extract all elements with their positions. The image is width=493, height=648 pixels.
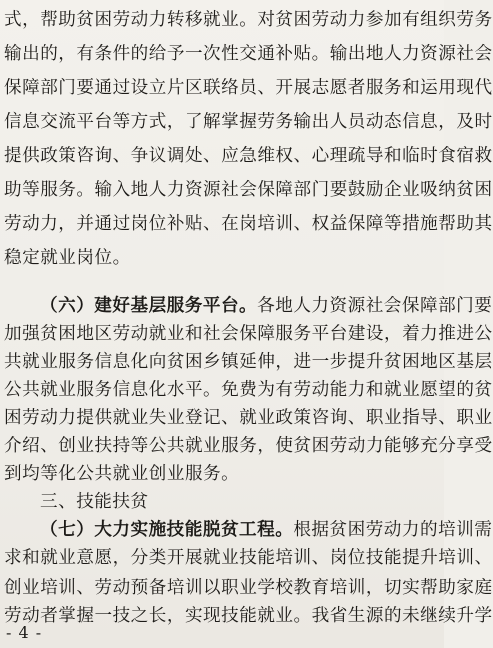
paragraph-line: 信息交流平台等方式，了解掌握劳务输出人员动态信息，及时 <box>4 112 493 132</box>
page-number: - 4 - <box>6 623 43 642</box>
section-6-heading: （六）建好基层服务平台。 <box>40 295 258 316</box>
paragraph-line: 到均等化公共就业创业服务。 <box>4 464 240 484</box>
paragraph-line: 求和就业意愿，分类开展就业技能培训、岗位技能提升培训、 <box>4 548 493 568</box>
paragraph-line: 式，帮助贫困劳动力转移就业。对贫困劳动力参加有组织劳务 <box>4 10 493 30</box>
paragraph-line: 提供政策咨询、争议调处、应急维权、心理疏导和临时食宿救 <box>4 146 493 166</box>
paragraph-line: 稳定就业岗位。 <box>4 248 131 268</box>
section-7-heading: （七）大力实施技能脱贫工程。 <box>40 519 294 540</box>
paragraph-line: 介绍、创业扶持等公共就业服务，使贫困劳动力能够充分享受 <box>4 436 493 456</box>
paragraph-line: 劳动力，并通过岗位补贴、在岗培训、权益保障等措施帮助其 <box>4 214 493 234</box>
section-3-heading: 三、技能扶贫 <box>40 492 149 512</box>
paragraph-line: 助等服务。输入地人力资源社会保障部门要鼓励企业吸纳贫困 <box>4 180 493 200</box>
section-7-text: 根据贫困劳动力的培训需 <box>293 520 493 540</box>
paragraph-line: 共就业服务信息化向贫困乡镇延伸，进一步提升贫困地区基层 <box>4 352 493 372</box>
paragraph-line: 创业培训、劳动预备培训以职业学校教育培训，切实帮助家庭 <box>4 578 493 598</box>
paragraph-line: 困劳动力提供就业失业登记、就业政策咨询、职业指导、职业 <box>4 408 493 428</box>
section-6-text: 各地人力资源社会保障部门要 <box>257 296 493 316</box>
paragraph-line: 加强贫困地区劳动就业和社会保障服务平台建设，着力推进公 <box>4 324 493 344</box>
paragraph-line: 保障部门要通过设立片区联络员、开展志愿者服务和运用现代 <box>4 78 493 98</box>
paragraph-line: 公共就业服务信息化水平。免费为有劳动能力和就业愿望的贫 <box>4 380 493 400</box>
paragraph-line: 输出的，有条件的给予一次性交通补贴。输出地人力资源社会 <box>4 44 493 64</box>
paragraph-line: 劳动者掌握一技之长，实现技能就业。我省生源的未继续升学 <box>4 606 493 626</box>
